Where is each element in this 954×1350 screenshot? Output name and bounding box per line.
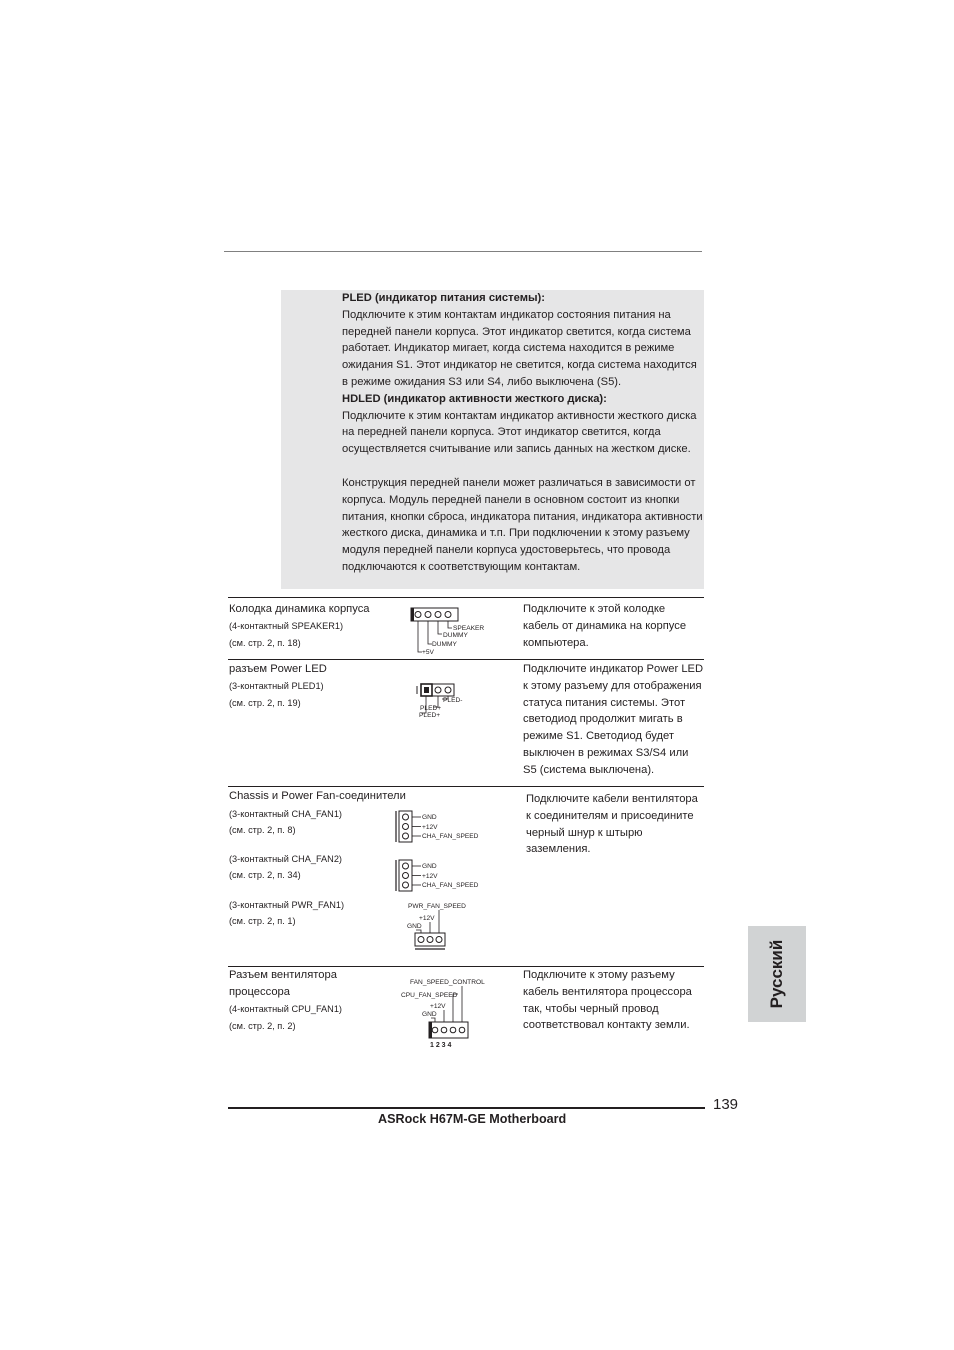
pin-label: FAN_SPEED_CONTROL [410,979,485,986]
cpu-fan-diagram [398,975,493,1051]
description-line: к соединителям и присоедините [526,809,694,822]
cha-fan2-subtitle: (3-контактный CHA_FAN2) [229,854,342,864]
note-line: модуля передней панели корпуса удостоверьтесь, что провода [342,544,671,557]
description-line: заземления. [526,843,591,856]
description-line: выключен в режимах S3/S4 или [523,746,689,759]
speaker-title: Колодка динамика корпуса [229,603,370,615]
pled-line: Подключите к этим контактам индикатор состояния питания на [342,308,671,321]
speaker-header-diagram [405,606,490,660]
pin-label: CHA_FAN_SPEED [422,833,479,840]
pin-label: +12V [422,873,438,880]
row-divider [228,786,704,787]
footer-rule [228,1107,705,1109]
pin-label: DUMMY [432,641,457,648]
description-line: S5 (система выключена). [523,763,655,776]
pin-label: GND [422,1011,437,1018]
pin-label: +12V [430,1003,446,1010]
pin-label: GND [407,923,422,930]
description-line: светодиод продолжит мигать в [523,713,683,726]
description-line: кабель от динамика на корпусе [523,619,687,632]
pin-label: PLED+ [419,712,441,719]
description-line: кабель вентилятора процессора [523,985,692,998]
note-text [342,475,708,576]
cha-fan2-diagram [393,858,493,894]
description-line: Подключите к этой колодке [523,603,666,615]
description-line: так, чтобы черный провод [523,1002,659,1015]
cha-fan1-subtitle: (3-контактный CHA_FAN1) [229,809,342,819]
description-line: компьютера. [523,636,589,649]
language-tab [748,926,806,1022]
note-line: жесткого диска, динамика и т.п. При подключении к этому разъему [342,527,690,540]
description-line: к этому разъему для отображения [523,679,702,692]
cha-fan1-page-ref: (см. стр. 2, п. 8) [229,825,296,835]
language-tab-label: Русский [767,939,786,1009]
hdled-line: Подключите к этим контактам индикатор активности жесткого диска [342,409,697,422]
pin-label: DUMMY [443,632,468,639]
pled-line: в режиме ожидания S3 или S4, либо выключена (S5). [342,375,622,388]
cpu-fan-title: Разъем вентилятора [229,969,337,981]
cpu-fan-page-ref: (см. стр. 2, п. 2) [229,1021,296,1031]
description-line: Подключите кабели вентилятора [526,793,698,805]
description-line: соответствовал контакту земли. [523,1019,690,1032]
pin-label: GND [422,814,437,821]
note-line: подключаются к соответствующим контактам. [342,560,581,573]
description-line: статуса питания системы. Этот [523,696,686,709]
pwr-fan1-subtitle: (3-контактный PWR_FAN1) [229,900,345,910]
pled-line: ожидания S1. Этот индикатор не светится, когда система находится [342,359,697,372]
cpu-fan-description [523,967,692,1034]
pin-label: CHA_FAN_SPEED [422,882,479,889]
pin-label: PLED+ [420,705,442,712]
speaker-page-ref: (см. стр. 2, п. 18) [229,638,301,648]
pled-description [523,661,703,779]
description-line: режиме S1. Светодиод будет [523,730,674,743]
footer-title: ASRock H67M-GE Motherboard [378,1112,567,1126]
note-line: корпуса. Модуль передней панели в основном состоит из кнопки [342,493,680,506]
pin-label: SPEAKER [453,625,485,632]
pin-label: +12V [422,824,438,831]
fans-title: Chassis и Power Fan-соединители [229,790,406,802]
cha-fan1-diagram [393,809,493,845]
pled-subtitle: (3-контактный PLED1) [229,681,324,691]
pin-label: PLED- [443,697,463,704]
page-number: 139 [713,1096,739,1113]
intro-text [342,290,708,458]
hdled-heading: HDLED (индикатор активности жесткого диска): [342,392,607,405]
pled-page-ref: (см. стр. 2, п. 19) [229,698,301,708]
note-line: питания, кнопки сброса, индикатора питания, индикатора активности [342,510,703,523]
pled-heading: PLED (индикатор питания системы): [342,292,545,304]
speaker-subtitle: (4-контактный SPEAKER1) [229,621,344,631]
hdled-line: на передней панели корпуса. Этот индикатор светится, когда [342,426,661,439]
pin-numbers: 1 2 3 4 [430,1042,452,1049]
cha-fan2-page-ref: (см. стр. 2, п. 34) [229,870,301,880]
pin-label: +12V [419,915,435,922]
description-line: Подключите к этому разъему [523,969,675,981]
speaker-description [523,601,686,651]
cpu-fan-subtitle: (4-контактный CPU_FAN1) [229,1004,342,1014]
description-line: Подключите индикатор Power LED [523,663,704,675]
pin-label: CPU_FAN_SPEED [401,992,458,999]
pwr-fan1-page-ref: (см. стр. 2, п. 1) [229,916,296,926]
pled-line: работает. Индикатор мигает, когда система находится в режиме [342,342,675,355]
cpu-fan-title-line2: процессора [229,986,290,998]
note-line: Конструкция передней панели может различаться в зависимости от [342,477,696,489]
pled-line: передней панели корпуса. Этот индикатор светится, когда система [342,325,691,338]
pin-label: PWR_FAN_SPEED [408,903,466,910]
description-line: черный шнур к штырю [526,826,643,839]
top-rule [224,251,702,252]
row-divider [228,659,704,660]
pin-label: GND [422,863,437,870]
row-divider [228,597,704,598]
pwr-fan1-diagram [404,899,484,953]
hdled-line: осуществляется считывание или запись данных на жестком диске. [342,443,691,456]
fans-description [526,791,698,858]
pin-label: +5V [422,649,434,656]
pled-title: разъем Power LED [229,663,327,675]
pled-header-diagram [413,682,483,722]
